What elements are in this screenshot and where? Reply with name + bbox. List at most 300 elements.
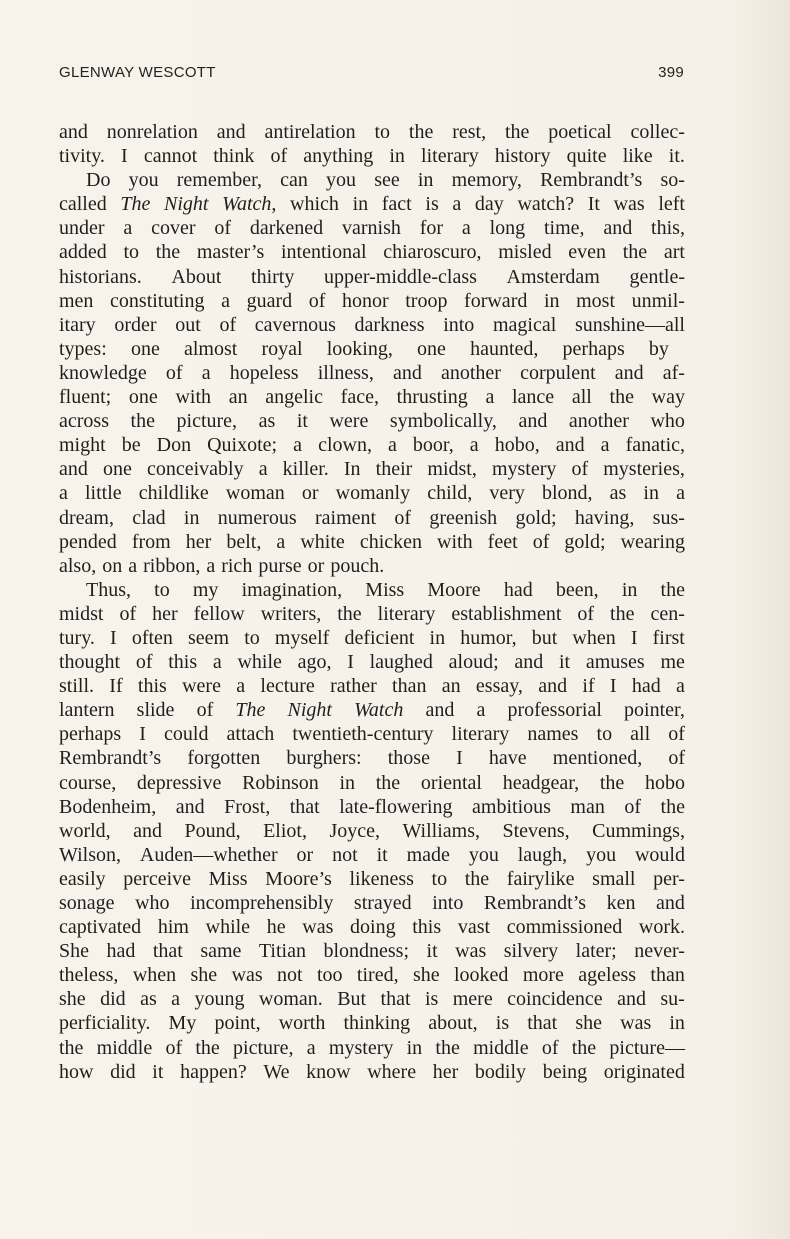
word: who: [135, 892, 170, 914]
text-line: [59, 602, 685, 626]
text-line: [59, 313, 685, 337]
word: can: [280, 169, 308, 192]
word: to: [154, 578, 170, 601]
word: clad: [132, 506, 166, 529]
word: mentioned,: [552, 747, 643, 770]
word: doing: [350, 916, 396, 939]
word: where: [367, 1060, 417, 1083]
word: was: [302, 916, 334, 939]
word: in: [352, 193, 369, 216]
word: poetical: [548, 121, 612, 143]
word: than: [650, 964, 685, 987]
word: names: [527, 723, 579, 746]
word: late-flowering: [339, 795, 453, 818]
word: cover: [151, 217, 196, 240]
word: or: [307, 554, 325, 577]
word: had: [503, 578, 533, 601]
word: woman: [225, 482, 285, 505]
text-line: [59, 1011, 685, 1035]
word: being: [542, 1060, 588, 1083]
word: picture,: [233, 1036, 294, 1059]
word: be: [121, 434, 141, 457]
word: ambitious: [472, 795, 551, 818]
text-line: [59, 144, 685, 168]
text-line: [59, 819, 685, 843]
word: the: [155, 241, 181, 264]
word: thought: [59, 651, 121, 674]
word: would: [634, 843, 685, 866]
word: a: [676, 482, 685, 505]
word: and: [614, 361, 644, 384]
word: silvery: [503, 940, 559, 963]
word: tired,: [356, 964, 399, 987]
word: sus-: [652, 506, 685, 529]
word: a: [306, 1036, 316, 1059]
word: symbolically,: [389, 410, 497, 433]
word: theless,: [59, 964, 119, 987]
word: Miss: [365, 578, 405, 601]
text-line: [59, 771, 685, 795]
word: in: [183, 506, 200, 529]
word: in: [406, 1036, 423, 1059]
word: rather: [330, 675, 377, 698]
word: Pound,: [184, 819, 241, 842]
word: an: [228, 386, 248, 409]
word: corpulent: [520, 361, 596, 384]
word: to: [596, 723, 613, 746]
word: Watch: [354, 699, 404, 722]
word: aloud;: [448, 651, 499, 674]
word: in: [339, 771, 356, 794]
word: another: [568, 410, 629, 433]
word: he: [266, 916, 286, 939]
word: even: [568, 241, 607, 264]
word: Don: [156, 434, 192, 457]
word: commissioned: [506, 916, 623, 939]
word: darkness: [354, 313, 425, 336]
word: chicken: [359, 530, 422, 553]
word: If: [109, 675, 123, 698]
word: and: [425, 699, 455, 722]
word: professorial: [507, 699, 602, 722]
text-line: [59, 120, 685, 144]
word: perhaps: [562, 337, 625, 360]
word: antirelation: [264, 121, 356, 143]
word: very: [489, 482, 525, 505]
word: too: [316, 964, 343, 987]
word: blond,: [541, 482, 593, 505]
word: a: [221, 289, 230, 312]
word: I: [630, 626, 638, 649]
word: guard: [246, 289, 293, 312]
word: a: [276, 530, 286, 553]
word: mere: [452, 988, 493, 1011]
word: Miss: [208, 867, 248, 890]
word: to: [244, 626, 260, 649]
word: rich: [221, 554, 253, 577]
word: of: [668, 747, 685, 770]
word: this,: [651, 217, 685, 240]
word: a: [206, 554, 216, 577]
word: myself: [274, 626, 330, 649]
word: and: [59, 121, 88, 143]
word: in: [669, 1012, 685, 1035]
text-line: [59, 1060, 685, 1084]
word: fairylike: [506, 867, 575, 890]
word: but: [531, 626, 558, 649]
word: a: [676, 675, 685, 698]
word: the: [435, 1036, 460, 1059]
word: Robinson: [242, 771, 319, 794]
word: with: [437, 530, 473, 553]
word: hopeless: [229, 361, 299, 384]
word: wearing: [620, 530, 685, 553]
word: hobo: [644, 771, 685, 794]
word: one: [102, 458, 132, 481]
word: having,: [574, 506, 635, 529]
word: hobo,: [494, 434, 540, 457]
word: might: [59, 434, 106, 457]
word: writers,: [260, 602, 322, 625]
word: of: [571, 458, 589, 481]
word: We: [263, 1060, 290, 1083]
word: dream,: [59, 506, 114, 529]
word: magical: [492, 313, 557, 336]
word: raiment: [315, 506, 377, 529]
word: oriental: [420, 771, 482, 794]
word: Auden—whether: [139, 843, 278, 866]
text-line: [59, 963, 685, 987]
word: my: [192, 578, 219, 601]
word: and: [175, 795, 205, 818]
word: from: [131, 530, 171, 553]
word: About: [171, 265, 222, 288]
word: I: [121, 145, 128, 168]
word: the: [408, 121, 434, 143]
text-line: [59, 650, 685, 674]
word: captivated: [59, 916, 142, 939]
word: of: [135, 651, 153, 674]
word: that: [289, 795, 320, 818]
word: gold;: [515, 506, 557, 529]
word: a: [258, 458, 268, 481]
word: Eliot,: [263, 819, 307, 842]
word: were: [182, 675, 221, 698]
word: out: [175, 313, 201, 336]
word: af-: [662, 361, 685, 384]
word: art: [663, 241, 685, 264]
word: white: [300, 530, 345, 553]
word: angelic: [265, 386, 323, 409]
word: My: [168, 1012, 197, 1035]
word: I: [456, 747, 463, 770]
word: or: [301, 482, 319, 505]
word: the: [504, 121, 530, 143]
word: and: [216, 121, 246, 143]
text-line: [59, 987, 685, 1011]
word: clown,: [318, 434, 372, 457]
word: it.: [668, 145, 685, 168]
word: order: [114, 313, 157, 336]
text-line: [59, 698, 685, 722]
word: Bodenheim,: [59, 795, 157, 818]
word: the: [59, 1036, 84, 1059]
word: childlike: [138, 482, 209, 505]
word: originated: [603, 1060, 685, 1083]
word: it: [426, 940, 438, 963]
word: a: [236, 675, 246, 698]
word: and: [518, 410, 548, 433]
text-line: [59, 722, 685, 746]
word: young: [194, 988, 245, 1011]
word: ageless: [578, 964, 637, 987]
word: about,: [428, 1012, 478, 1035]
word: burghers:: [286, 747, 362, 770]
word: historians.: [59, 265, 142, 288]
text-line: [59, 891, 685, 915]
word: pointer,: [624, 699, 685, 722]
word: killer.: [282, 458, 329, 481]
word: intentional: [280, 241, 367, 264]
word: or: [296, 843, 314, 866]
word: su-: [660, 988, 685, 1011]
word: her: [152, 602, 178, 625]
word: womanly: [335, 482, 411, 505]
word: later;: [575, 940, 617, 963]
word: thrusting: [396, 386, 468, 409]
word: their: [375, 458, 413, 481]
word: humor,: [460, 626, 517, 649]
word: she: [575, 1012, 603, 1035]
word: of: [624, 795, 642, 818]
word: the: [610, 602, 635, 625]
word: first: [652, 626, 685, 649]
word: could: [164, 723, 209, 746]
word: long: [489, 217, 526, 240]
word: the: [599, 771, 625, 794]
word: a: [452, 193, 462, 216]
word: see: [374, 169, 400, 192]
word: it: [152, 1060, 164, 1083]
word: feet: [487, 530, 518, 553]
word: Joyce,: [329, 819, 380, 842]
word: and: [603, 217, 633, 240]
word: fluent;: [59, 386, 112, 409]
word: day: [474, 193, 504, 216]
word: I: [139, 723, 146, 746]
word: her: [432, 1060, 459, 1083]
word: the: [464, 867, 490, 890]
word: memory,: [451, 169, 522, 192]
word: upper-middle-class: [324, 265, 477, 288]
word: midst: [59, 602, 104, 625]
word: essay,: [475, 675, 523, 698]
word: most: [576, 289, 616, 312]
word: establishment: [451, 602, 562, 625]
word: think: [213, 145, 255, 168]
word: and: [392, 361, 422, 384]
word: a: [476, 699, 486, 722]
word: into: [432, 892, 464, 914]
word: than: [392, 675, 427, 698]
word: Rembrandt’s: [540, 169, 643, 192]
word: ribbon,: [143, 554, 201, 577]
word: more: [522, 964, 564, 987]
word: men: [59, 289, 94, 312]
word: way: [651, 386, 685, 409]
text-line: [59, 578, 685, 602]
word: depressive: [136, 771, 222, 794]
word: perficiality.: [59, 1012, 151, 1035]
word: in: [417, 169, 434, 192]
word: was: [231, 964, 263, 987]
word: that: [527, 1012, 558, 1035]
body-text: [59, 120, 685, 1084]
word: troop: [405, 289, 448, 312]
word: middle: [96, 1036, 153, 1059]
word: were: [329, 410, 369, 433]
word: laugh,: [517, 843, 568, 866]
text-line: [59, 1036, 685, 1060]
word: on: [102, 554, 123, 577]
word: forgotten: [187, 747, 261, 770]
word: and: [514, 651, 544, 674]
word: called: [59, 193, 107, 216]
word: looking,: [326, 337, 393, 360]
word: which: [290, 193, 339, 216]
text-line: [59, 626, 685, 650]
word: Cummings,: [592, 819, 685, 842]
word: types:: [59, 337, 107, 360]
word: I: [110, 626, 117, 649]
word: gentle-: [629, 265, 685, 288]
word: another: [440, 361, 501, 384]
word: Rembrandt’s: [483, 892, 587, 914]
word: face,: [340, 386, 379, 409]
word: time,: [543, 217, 585, 240]
word: still.: [59, 675, 95, 698]
word: Quixote;: [207, 434, 278, 457]
word: itary: [59, 313, 96, 336]
word: the: [375, 771, 401, 794]
word: the: [660, 578, 685, 601]
word: this: [137, 675, 167, 698]
word: haunted,: [470, 337, 539, 360]
word: it: [296, 410, 308, 433]
word: illness,: [317, 361, 374, 384]
text-line: [59, 457, 685, 481]
word: twentieth-century: [292, 723, 434, 746]
word: also,: [59, 554, 97, 577]
word: mystery: [491, 458, 557, 481]
word: in: [621, 578, 638, 601]
word: I: [609, 675, 617, 698]
text-line: [59, 385, 685, 409]
word: man: [570, 795, 605, 818]
word: the: [609, 386, 634, 409]
word: sonage: [59, 892, 115, 914]
word: forward: [464, 289, 528, 312]
word: Night: [287, 699, 332, 722]
word: while: [205, 916, 251, 939]
text-line: [59, 265, 685, 289]
word: you: [586, 843, 617, 866]
word: you: [468, 843, 499, 866]
word: Amsterdam: [506, 265, 600, 288]
word: all: [630, 723, 651, 746]
word: likeness: [349, 867, 414, 890]
word: it: [558, 651, 571, 674]
word: in: [543, 289, 560, 312]
word: misled: [498, 241, 552, 264]
word: the: [130, 410, 155, 433]
word: quite: [566, 145, 607, 168]
word: a: [123, 217, 133, 240]
word: Thus,: [86, 578, 131, 601]
word: left: [658, 193, 685, 216]
word: picture,: [176, 410, 238, 433]
word: was: [620, 1012, 652, 1035]
word: lance: [512, 386, 555, 409]
word: is: [424, 988, 439, 1011]
word: little: [85, 482, 122, 505]
word: thinking: [343, 1012, 411, 1035]
word: with: [175, 386, 212, 409]
word: she: [59, 988, 86, 1011]
word: Wilson,: [59, 843, 121, 866]
word: had: [631, 675, 661, 698]
word: coincidence: [507, 988, 603, 1011]
text-line: [59, 337, 669, 361]
word: seem: [188, 626, 230, 649]
text-line: [59, 843, 685, 867]
word: to: [123, 241, 140, 264]
word: anything: [303, 145, 374, 168]
word: a: [461, 217, 471, 240]
word: imagination,: [241, 578, 343, 601]
word: ken: [606, 892, 636, 914]
word: greenish: [429, 506, 498, 529]
word: looked: [454, 964, 509, 987]
word: per-: [653, 867, 685, 890]
word: constituting: [110, 289, 205, 312]
word: of: [165, 1036, 183, 1059]
word: a: [212, 651, 222, 674]
word: history: [494, 145, 551, 168]
word: of: [270, 145, 288, 168]
word: as: [258, 410, 276, 433]
word: knowledge: [59, 361, 147, 384]
word: you: [326, 169, 357, 192]
word: have: [488, 747, 527, 770]
word: strayed: [353, 892, 412, 914]
word: pouch.: [330, 554, 385, 577]
word: across: [59, 410, 109, 433]
word: attach: [226, 723, 275, 746]
text-line: [59, 481, 685, 505]
word: unmil-: [631, 289, 685, 312]
word: gold;: [564, 530, 606, 553]
word: did: [110, 1060, 136, 1083]
word: of: [165, 361, 183, 384]
word: of: [196, 699, 214, 722]
word: into: [443, 313, 475, 336]
word: a: [59, 482, 68, 505]
word: him: [157, 916, 189, 939]
word: happen?: [180, 1060, 247, 1083]
word: that: [152, 940, 183, 963]
word: is: [495, 1012, 510, 1035]
